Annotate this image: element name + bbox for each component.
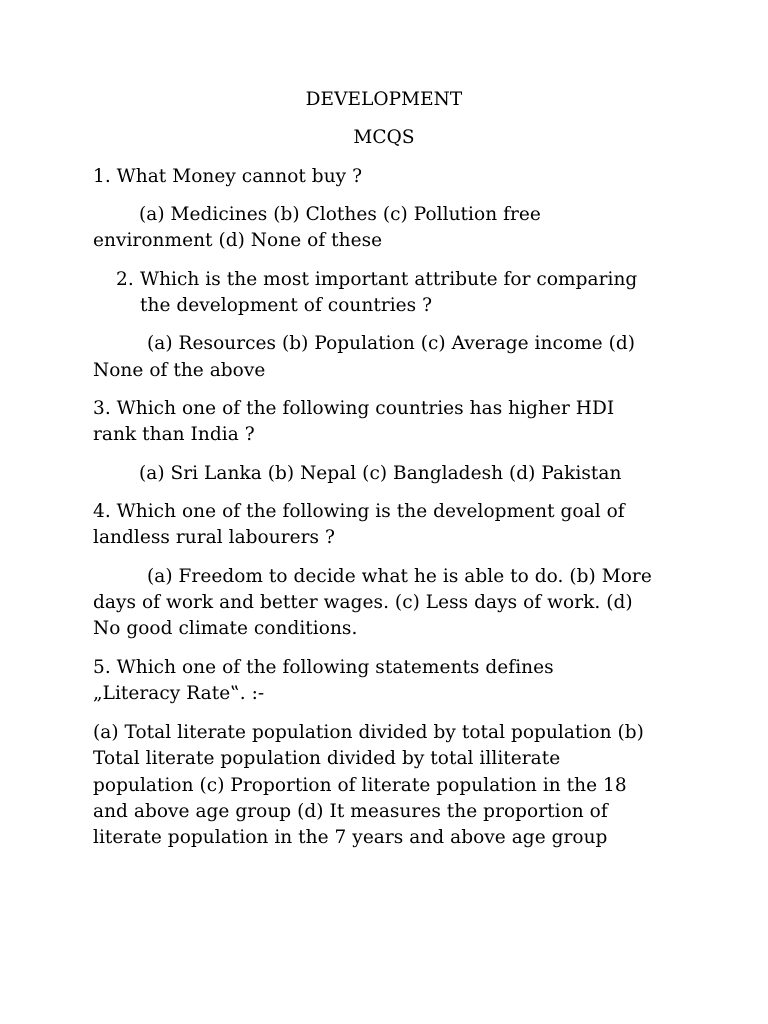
question-5-options-line-4: and above age group (d) It measures the proportion of [93,801,608,822]
question-3-text-line-2: rank than India ? [93,424,255,445]
question-4-text-line-2: landless rural labourers ? [93,527,335,548]
question-5-text-line-2: „Literacy Rate‟. :- [93,683,265,704]
question-5-text-line-1: 5. Which one of the following statements defines [93,657,554,678]
question-5-options-line-5: literate population in the 7 years and above age group [93,827,608,848]
question-5-options-line-2: Total literate population divided by total illiterate [93,748,561,769]
document-subtitle: MCQS [353,127,415,148]
question-1-text: 1. What Money cannot buy ? [93,166,363,187]
question-2-text-line-1: Which is the most important attribute for comparing [140,269,638,290]
question-4-text-line-1: 4. Which one of the following is the development goal of [93,501,625,522]
question-2-options-line-2: None of the above [93,360,266,381]
question-2-options-line-1: (a) Resources (b) Population (c) Average income (d) [147,333,636,354]
question-5-options-line-3: population (c) Proportion of literate population in the 18 [93,775,627,796]
question-2-text-line-2: the development of countries ? [140,295,433,316]
question-4-options-line-3: No good climate conditions. [93,618,358,639]
question-4-options-line-1: (a) Freedom to decide what he is able to do. (b) More [147,566,652,587]
question-1-options-line-1: (a) Medicines (b) Clothes (c) Pollution free [139,204,541,225]
document-title: DEVELOPMENT [305,89,463,110]
question-4-options-line-2: days of work and better wages. (c) Less days of work. (d) [93,592,633,613]
question-3-options-line-1: (a) Sri Lanka (b) Nepal (c) Bangladesh (d) Pakistan [139,463,622,484]
question-1-options-line-2: environment (d) None of these [93,230,383,251]
question-2-number: 2. [116,269,134,290]
question-3-text-line-1: 3. Which one of the following countries has higher HDI [93,398,615,419]
question-5-options-line-1: (a) Total literate population divided by total population (b) [93,722,644,743]
